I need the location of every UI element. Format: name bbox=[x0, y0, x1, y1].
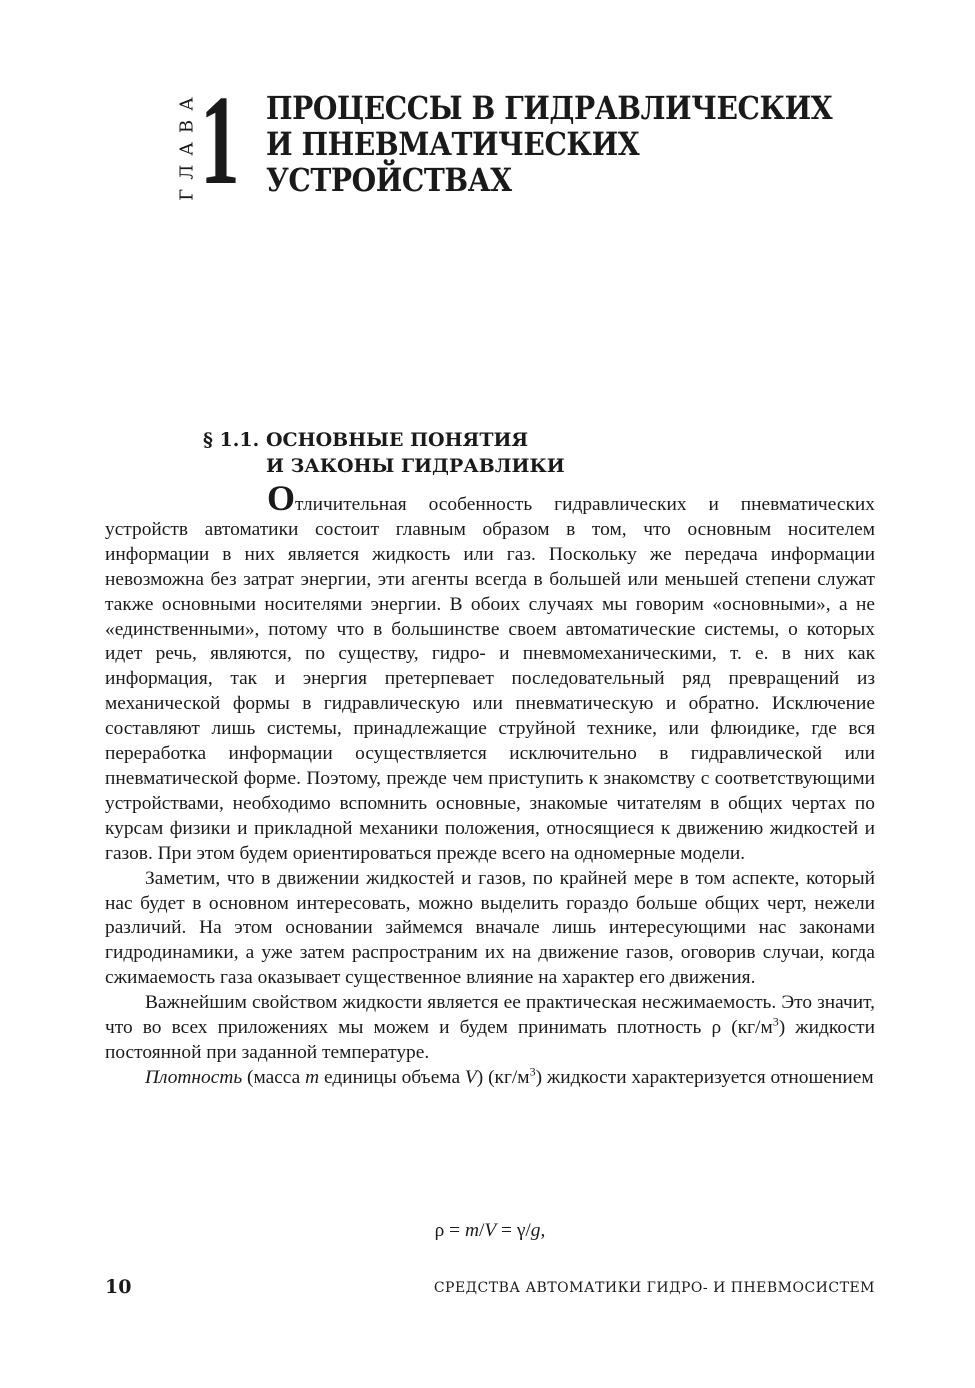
superscript: 3 bbox=[772, 1014, 779, 1029]
chapter-number: 1 bbox=[200, 69, 240, 211]
formula-var-g: g bbox=[530, 1220, 541, 1241]
formula-part: ρ = bbox=[434, 1220, 465, 1241]
body-text bbox=[105, 478, 875, 1091]
formula-var-m: m bbox=[464, 1220, 479, 1241]
section-title bbox=[266, 427, 565, 479]
paragraph-text: Заметим, что в движении жидкостей и газов, по крайней мере в том аспекте, который нас будет в основном интересовать, можно выделить гораздо больше общих черт, нежели различий. На этом основании займемся вначале лишь интересующими нас законами гидродинамики, а уже затем распространим их на движение газов, оговорив случаи, когда сжимаемость газа оказывает существенное влияние на характер его движения. bbox=[105, 867, 875, 989]
paragraph-text: (масса bbox=[242, 1066, 306, 1088]
chapter-label bbox=[174, 87, 200, 201]
paragraph bbox=[105, 1066, 875, 1091]
section-title-line: И ЗАКОНЫ ГИДРАВЛИКИ bbox=[266, 455, 565, 477]
drop-cap: О bbox=[267, 478, 296, 518]
paragraph-text: единицы объема bbox=[319, 1066, 465, 1088]
paragraph bbox=[105, 867, 875, 992]
paragraph bbox=[105, 991, 875, 1066]
page-number: 10 bbox=[105, 1276, 132, 1298]
paragraph-text: тличительная особенность гидравлических и пневматических устройств автоматики состоит главным образом в том, что основным носителем информации в них является жидкость или газ. Поскольку же передача информации невозможна без затрат энергии, эти агенты всегда в большей или меньшей степени служат также основными носителями энергии. В обоих случаях мы говорим «основными», а не «единственными», потому что в большинстве своем автоматические системы, о которых идет речь, являются, по существу, гидро- и пневмомеханическими, т. е. в них как информация, так и энергия претерпевает последовательный ряд превращений из механической формы в гидравлическую или пневматическую и обратно. Исключение составляют лишь системы, принадлежащие струйной технике, или флюидике, где вся переработка информации осуществляется исключительно в гидравлической или пневматической форме. Поэтому, прежде чем приступить к знакомству с соответствующими устройствами, необходимо вспомнить основные, знакомые читателям в общих чертах по курсам физики и прикладной механики положения, относящиеся к движению жидкостей и газов. При этом будем ориентироваться прежде всего на одномерные модели. bbox=[105, 494, 875, 864]
formula-part: , bbox=[540, 1220, 546, 1241]
term-italic: Плотность bbox=[145, 1066, 243, 1088]
chapter-label-text: ГЛАВА bbox=[176, 87, 198, 201]
chapter-title-line: ПРОЦЕССЫ В ГИДРАВЛИЧЕСКИХ bbox=[266, 89, 833, 127]
section-title-line: ОСНОВНЫЕ ПОНЯТИЯ bbox=[266, 429, 529, 451]
paragraph-text: Важнейшим свойством жидкости является ее практическая несжимаемость. Это значит, что во всех приложениях мы можем и будем принимать плотность ρ (кг/м bbox=[105, 992, 875, 1039]
paragraph bbox=[105, 478, 875, 867]
chapter-title-line: И ПНЕВМАТИЧЕСКИХ bbox=[266, 125, 640, 163]
paragraph-text: ) жидкости постоянной при заданной температуре. bbox=[105, 1017, 875, 1063]
formula-var-v: V bbox=[484, 1220, 497, 1241]
paragraph-text: ) (кг/м bbox=[476, 1066, 530, 1088]
formula-part: / bbox=[478, 1220, 485, 1241]
density-formula bbox=[105, 1220, 875, 1242]
section-number: § 1.1. bbox=[203, 429, 260, 451]
paragraph-text: ) жидкости характеризуется отношением bbox=[535, 1066, 874, 1088]
superscript: 3 bbox=[529, 1064, 536, 1079]
chapter-title bbox=[266, 90, 886, 198]
var-m: m bbox=[305, 1066, 320, 1088]
var-v: V bbox=[464, 1066, 477, 1088]
formula-part: = γ/ bbox=[496, 1220, 531, 1241]
chapter-title-line: УСТРОЙСТВАХ bbox=[266, 161, 512, 199]
running-title: СРЕДСТВА АВТОМАТИКИ ГИДРО- И ПНЕВМОСИСТЕМ bbox=[433, 1280, 875, 1296]
